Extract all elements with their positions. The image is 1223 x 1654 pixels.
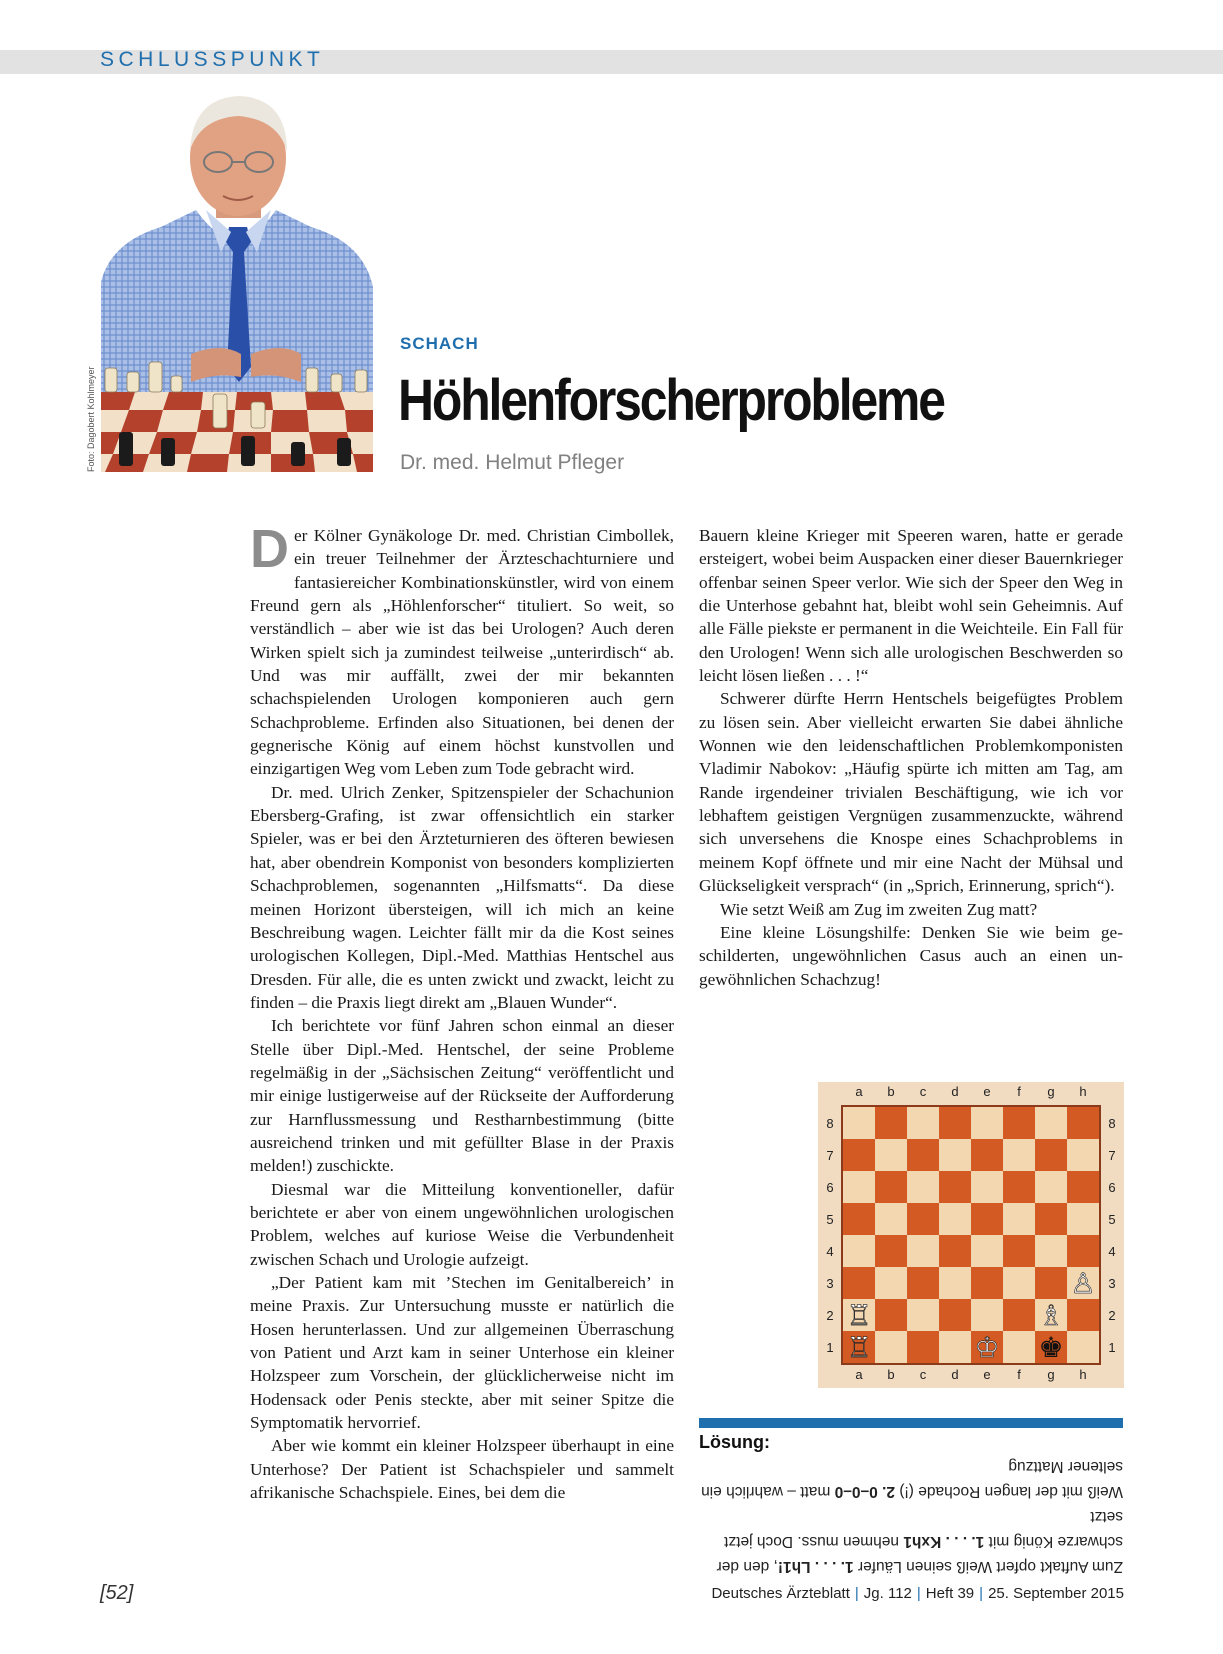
board-square-d5	[939, 1203, 971, 1235]
journal-volume: Jg. 112	[863, 1585, 912, 1602]
rank-label: 4	[826, 1244, 834, 1259]
article-column-right	[699, 524, 1123, 991]
board-square-g4	[1035, 1235, 1067, 1267]
rank-label: 2	[826, 1308, 834, 1323]
board-square-c1	[907, 1331, 939, 1363]
article-title: Höhlenforscherprobleme	[398, 368, 944, 433]
file-label: b	[887, 1084, 895, 1099]
board-square-h8	[1067, 1107, 1099, 1139]
rank-label: 6	[826, 1180, 834, 1195]
paragraph: Aber wie kommt ein kleiner Holzspeer überhaupt in eine Unterhose? Der Patient ist Schachspieler und sammelt afrikanische Schachspiele. Eines, bei dem die	[250, 1436, 674, 1503]
board-square-g3	[1035, 1267, 1067, 1299]
file-label: h	[1079, 1084, 1087, 1099]
file-label: g	[1047, 1084, 1055, 1099]
solution-line: schwarze König mit 1. . . . Kxh1 nehmen muss. Doch jetzt setzt	[724, 1508, 1123, 1550]
board-square-h5	[1067, 1203, 1099, 1235]
article-column-left	[250, 519, 674, 1504]
board-square-h7	[1067, 1139, 1099, 1171]
white-rook-a1: ♖	[846, 1331, 872, 1364]
file-label: e	[983, 1084, 991, 1099]
photo-credit: Foto: Dagobert Kohlmeyer	[86, 366, 96, 472]
board-square-f5	[1003, 1203, 1035, 1235]
board-square-f1	[1003, 1331, 1035, 1363]
board-square-c7	[907, 1139, 939, 1171]
solution-text-upside-down	[699, 1454, 1123, 1579]
file-label: f	[1017, 1084, 1021, 1099]
board-square-f2	[1003, 1299, 1035, 1331]
solution-line: Zum Auftakt opfert Weiß seinen Läufer 1. . . . Lh1!, den der	[716, 1558, 1123, 1575]
journal-name: Deutsches Ärzteblatt	[711, 1585, 850, 1602]
page-number: [52]	[100, 1582, 134, 1604]
board-square-f6	[1003, 1171, 1035, 1203]
rank-label: 7	[826, 1148, 834, 1163]
white-pawn-h3: ♙	[1070, 1267, 1096, 1300]
file-label: d	[951, 1367, 959, 1382]
board-square-b3	[875, 1267, 907, 1299]
rank-label: 8	[826, 1116, 834, 1131]
board-square-b8	[875, 1107, 907, 1139]
board-square-b5	[875, 1203, 907, 1235]
board-square-b6	[875, 1171, 907, 1203]
file-label: g	[1047, 1367, 1055, 1382]
file-label: a	[855, 1084, 863, 1099]
rank-label: 5	[1108, 1212, 1116, 1227]
board-square-f7	[1003, 1139, 1035, 1171]
rank-label: 4	[1108, 1244, 1116, 1259]
board-square-h1	[1067, 1331, 1099, 1363]
board-square-e8	[971, 1107, 1003, 1139]
board-square-c5	[907, 1203, 939, 1235]
board-square-c6	[907, 1171, 939, 1203]
author-photo	[101, 92, 373, 472]
black-king-g1: ♚	[1038, 1331, 1064, 1364]
chess-diagram	[818, 1082, 1124, 1388]
board-square-g5	[1035, 1203, 1067, 1235]
file-label: f	[1017, 1367, 1021, 1382]
rank-label: 2	[1108, 1308, 1116, 1323]
board-square-h4	[1067, 1235, 1099, 1267]
board-square-f3	[1003, 1267, 1035, 1299]
file-label: e	[983, 1367, 991, 1382]
paragraph: Dr. med. Ulrich Zenker, Spitzenspieler der Schachunion Ebersberg-Grafing, ist zwar offensichtlich ein starker Spieler, was er bei den Ärzteturnieren des öfteren bewiesen hat, aber obendrein Komponist von besonders komplizierten Schachproblemen, sogenannten „Hilfsmatts“. Da diese meinen Horizont übersteigen, will ich mich an keine Beschreibung wagen. Leichter fällt mir da die Kost seines urologischen Kollegen, Dipl.-Med. Matthias Hentschel aus Dresden. Für alle, die es unten zwickt und zwackt, leicht zu finden – die Praxis liegt direkt am „Blauen Wunder“.	[250, 782, 674, 1012]
paragraph: Wie setzt Weiß am Zug im zweiten Zug matt?	[720, 899, 1038, 919]
file-label: b	[887, 1367, 895, 1382]
board-square-a6	[843, 1171, 875, 1203]
board-square-c2	[907, 1299, 939, 1331]
board-square-g8	[1035, 1107, 1067, 1139]
board-square-b7	[875, 1139, 907, 1171]
paragraph: Ich berichtete vor fünf Jahren schon einmal an dieser Stelle über Dipl.-Med. Hentschel, der seine Probleme regelmäßig in der „Sächsischen Zeitung“ veröffentlicht und mir einige lustigerweise auf der Rückseite der Aufforderung zur Harnflussmessung und Restharnbestimmung (bitte ausreichend trinken und mit gefüllter Blase in der Praxis melden!) zuschickte.	[250, 1016, 674, 1176]
board-square-d8	[939, 1107, 971, 1139]
rank-label: 8	[1108, 1116, 1116, 1131]
journal-date: 25. September 2015	[988, 1585, 1124, 1602]
board-square-c4	[907, 1235, 939, 1267]
rank-label: 7	[1108, 1148, 1116, 1163]
board-square-e3	[971, 1267, 1003, 1299]
journal-issue: Heft 39	[925, 1585, 975, 1602]
rank-label: 3	[826, 1276, 834, 1291]
board-square-d7	[939, 1139, 971, 1171]
white-king-e1: ♔	[974, 1331, 1000, 1364]
solution-line: Weiß mit der langen Rochade (!) 2. 0–0–0 matt – wahrlich ein	[701, 1483, 1123, 1500]
white-bishop-g2: ♗	[1038, 1299, 1064, 1332]
board-square-a4	[843, 1235, 875, 1267]
chessboard	[818, 1082, 1124, 1388]
board-square-g7	[1035, 1139, 1067, 1171]
board-square-d4	[939, 1235, 971, 1267]
paragraph: Eine kleine Lösungshilfe: Denken Sie wie beim geschilderten, ungewöhnlichen Casus auch an einen ungewöhnlichen Schachzug!	[699, 922, 1123, 989]
drop-cap: D	[250, 519, 289, 579]
board-square-f8	[1003, 1107, 1035, 1139]
board-square-c8	[907, 1107, 939, 1139]
board-square-e7	[971, 1139, 1003, 1171]
solution-title: Lösung:	[699, 1432, 770, 1452]
board-square-h6	[1067, 1171, 1099, 1203]
board-square-c3	[907, 1267, 939, 1299]
paragraph: Bauern kleine Krieger mit Speeren waren, hatte er gerade ersteigert, wobei beim Auspacken einer dieser Bauernkrieger offenbar seinen Speer verlor. Wie sich der Speer den Weg in die Unterhose gebahnt hat, bleibt wohl sein Geheimnis. Auf alle Fälle piekste er permanent in die Weichteile. Ein Fall für den Urologen! Wenn sich alle urologischen Beschwerden so leicht lösen ließen . . . !“	[699, 526, 1123, 686]
paragraph: Diesmal war die Mitteilung konventioneller, dafür berichtete er aber von einem ungewöhnlichen urologischen Problem, welches auf kuriose Weise die Verbundenheit zwischen Schach und Urologie aufzeigt.	[250, 1179, 674, 1269]
file-label: a	[855, 1367, 863, 1382]
paragraph: Schwerer dürfte Herrn Hentschels beigefügtes Problem zu lösen sein. Aber vielleicht erwarten Sie dabei ähnliche Wonnen wie den leidenschaftlichen Problemkomponisten Vladimir Nabokov: „Häufig spürte ich mitten am Tag, am Rande irgendeiner trivialen Beschäftigung, wie ich vor lebhaftem geistigen Vergnügen zusammenzuckte, während sich unversehens die Knospe eines Schachproblems in meinem Kopf öffnete und mir eine Nacht der Mühsal und Glückseligkeit versprach“ (in „Sprich, Erinnerung, sprich“).	[699, 689, 1123, 896]
board-square-d3	[939, 1267, 971, 1299]
file-label: d	[951, 1084, 959, 1099]
board-square-b2	[875, 1299, 907, 1331]
rank-label: 3	[1108, 1276, 1116, 1291]
board-square-a5	[843, 1203, 875, 1235]
file-label: c	[919, 1367, 927, 1382]
board-square-a8	[843, 1107, 875, 1139]
solution-line: seltener Mattzug	[1008, 1458, 1123, 1475]
board-square-g6	[1035, 1171, 1067, 1203]
rank-label: 5	[826, 1212, 834, 1227]
board-square-a7	[843, 1139, 875, 1171]
board-square-h2	[1067, 1299, 1099, 1331]
article-kicker: SCHACH	[400, 334, 479, 353]
paragraph: „Der Patient kam mit ’Stechen im Genitalbereich’ in meine Praxis. Zur Untersuchung musste er natürlich die Hosen herunterlassen. Und zur allgemeinen Überraschung von Patient und Arzt kam in seiner Unterhose ein kleiner Holzspeer zum Vorschein, der glücklicherweise nicht im Hodensack oder Penis steckte, aber mit seiner Spitze die Symptomatik hervorrief.	[250, 1273, 674, 1433]
file-label: h	[1079, 1367, 1087, 1382]
rank-label: 1	[826, 1340, 834, 1355]
board-square-a3	[843, 1267, 875, 1299]
article-author: Dr. med. Helmut Pfleger	[400, 451, 625, 474]
board-square-b1	[875, 1331, 907, 1363]
board-square-d2	[939, 1299, 971, 1331]
board-square-e5	[971, 1203, 1003, 1235]
solution-divider	[699, 1418, 1123, 1428]
board-square-d1	[939, 1331, 971, 1363]
board-square-e6	[971, 1171, 1003, 1203]
board-square-b4	[875, 1235, 907, 1267]
rank-label: 6	[1108, 1180, 1116, 1195]
file-label: c	[919, 1084, 927, 1099]
white-rook-a2: ♖	[846, 1299, 872, 1332]
board-square-e4	[971, 1235, 1003, 1267]
rank-label: 1	[1108, 1340, 1116, 1355]
journal-footer: Deutsches Ärzteblatt | Jg. 112 | Heft 39 | 25. September 2015	[711, 1585, 1124, 1602]
paragraph: Der Kölner Gynäkologe Dr. med. Christian Cimbollek, ein treuer Teilnehmer der Ärzteschachturniere und fantasiereicher Kombinationskünstler, wird von einem Freund gern als „Höhlenforscher“ tituliert. So weit, so verständlich – aber wie ist das bei Urologen? Auch deren Wirken spielt sich ja zumindest teilweise „unterirdisch“ ab. Und was mir auffällt, zwei der mir bekannten schachspielenden Urologen komponieren auch gern Schachprobleme. Erfinden also Situationen, bei denen der gegnerische König auf einem höchst kunstvollen und einzigartigen Weg vom Leben zum Tode gebracht wird.	[250, 519, 674, 779]
section-label: SCHLUSSPUNKT	[100, 48, 325, 71]
board-square-e2	[971, 1299, 1003, 1331]
board-square-f4	[1003, 1235, 1035, 1267]
board-square-d6	[939, 1171, 971, 1203]
